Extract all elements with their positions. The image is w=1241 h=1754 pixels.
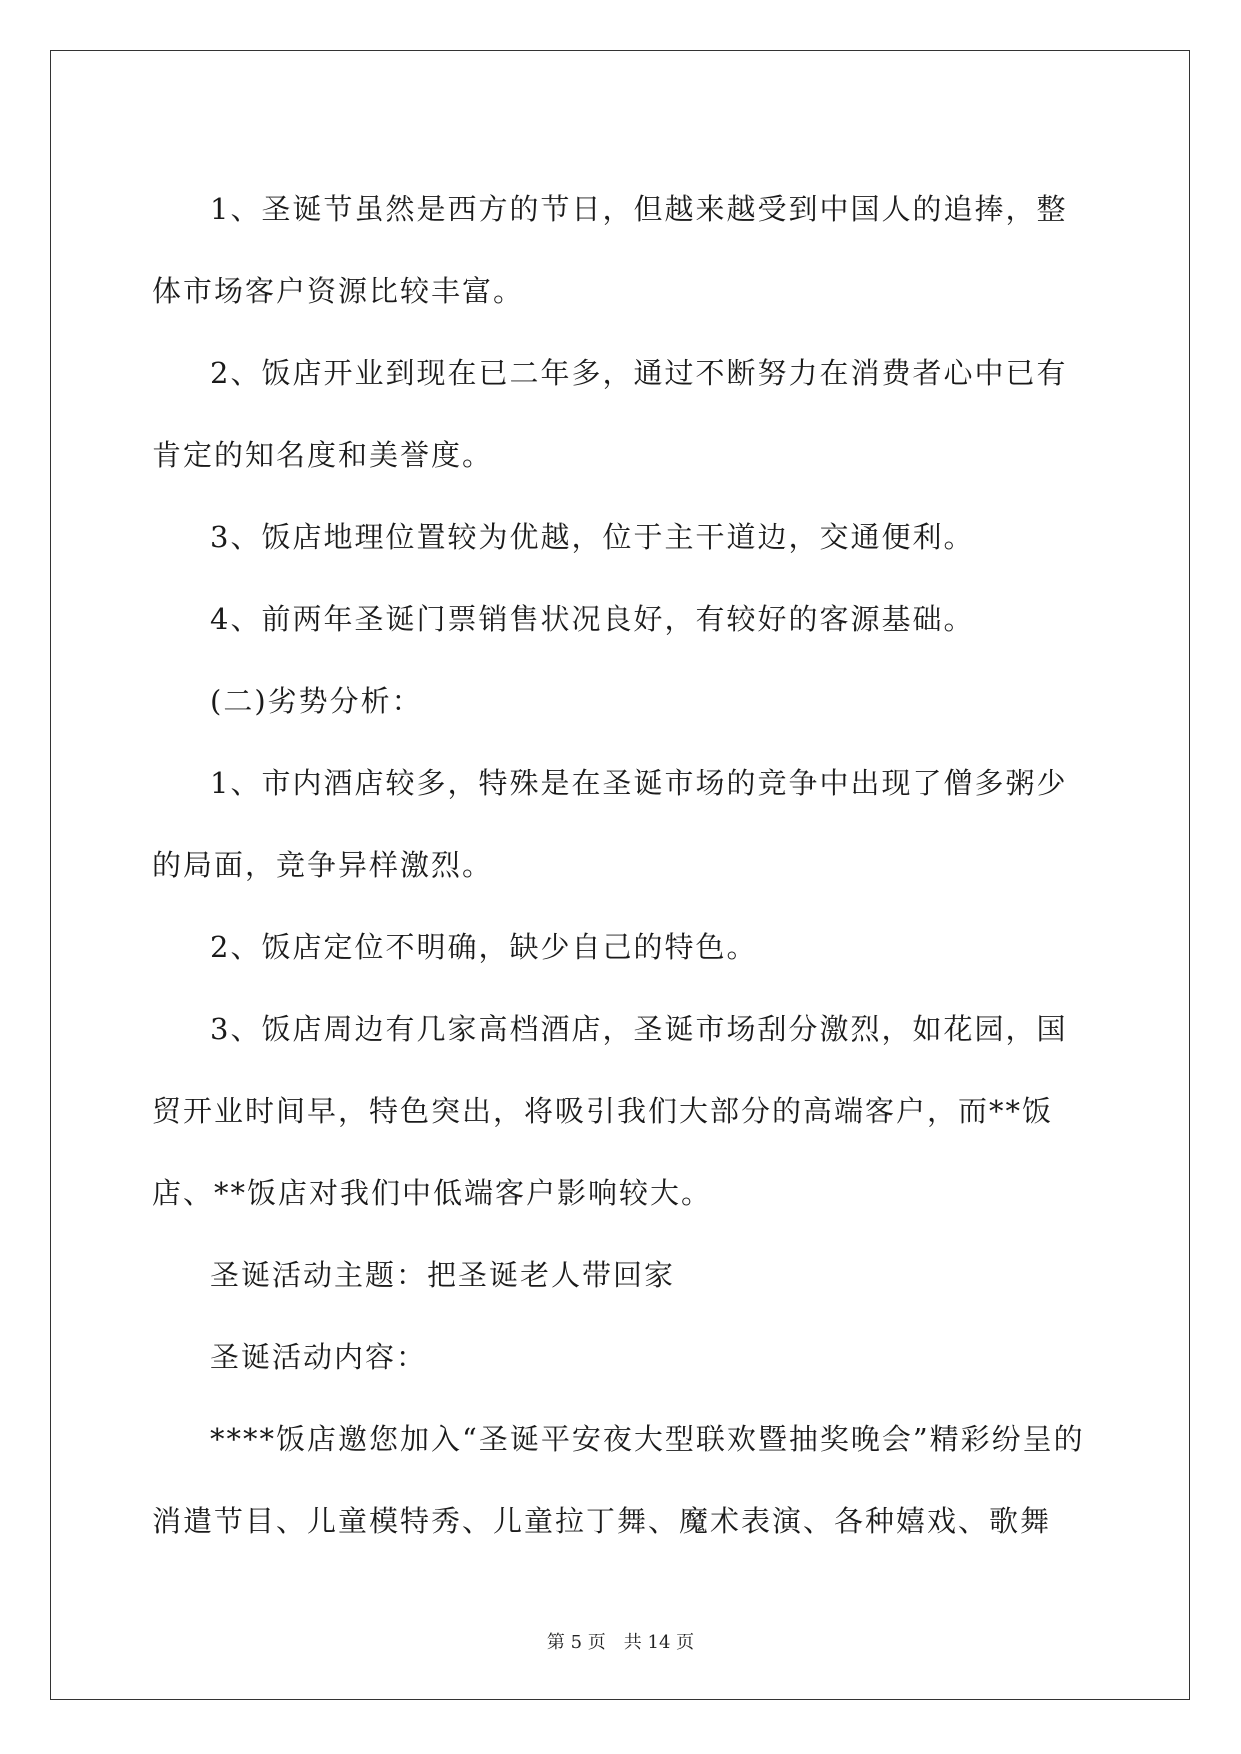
- paragraph-strength-2: 2、饭店开业到现在已二年多，通过不断努力在消费者心中已有肯定的知名度和美誉度。: [152, 356, 1068, 472]
- page-number: 第 5 页: [546, 1632, 606, 1653]
- section-heading-weakness: (二)劣势分析：: [210, 684, 423, 718]
- paragraph-strength-3: 3、饭店地理位置较为优越，位于主干道边，交通便利。: [210, 520, 975, 554]
- paragraph-strength-1: 1、圣诞节虽然是西方的节日，但越来越受到中国人的追捧，整体市场客户资源比较丰富。: [152, 192, 1068, 308]
- paragraph-weakness-2: 2、饭店定位不明确，缺少自己的特色。: [210, 930, 758, 964]
- page-footer: [0, 1628, 1241, 1654]
- paragraph-weakness-3: 3、饭店周边有几家高档酒店，圣诞市场刮分激烈，如花园，国贸开业时间早，特色突出，将吸引我们大部分的高端客户，而**饭店、**饭店对我们中低端客户影响较大。: [152, 1012, 1068, 1210]
- paragraph-weakness-1: 1、市内酒店较多，特殊是在圣诞市场的竞争中出现了僧多粥少的局面，竞争异样激烈。: [152, 766, 1068, 882]
- activity-content-heading: 圣诞活动内容：: [210, 1340, 428, 1374]
- page-total: 共 14 页: [623, 1632, 695, 1653]
- document-body: [152, 168, 1092, 1562]
- activity-theme: 圣诞活动主题：把圣诞老人带回家: [210, 1258, 676, 1292]
- paragraph-strength-4: 4、前两年圣诞门票销售状况良好，有较好的客源基础。: [210, 602, 975, 636]
- activity-content-text: ****饭店邀您加入“圣诞平安夜大型联欢暨抽奖晚会”精彩纷呈的消遣节目、儿童模特秀、儿童拉丁舞、魔术表演、各种嬉戏、歌舞: [152, 1422, 1085, 1538]
